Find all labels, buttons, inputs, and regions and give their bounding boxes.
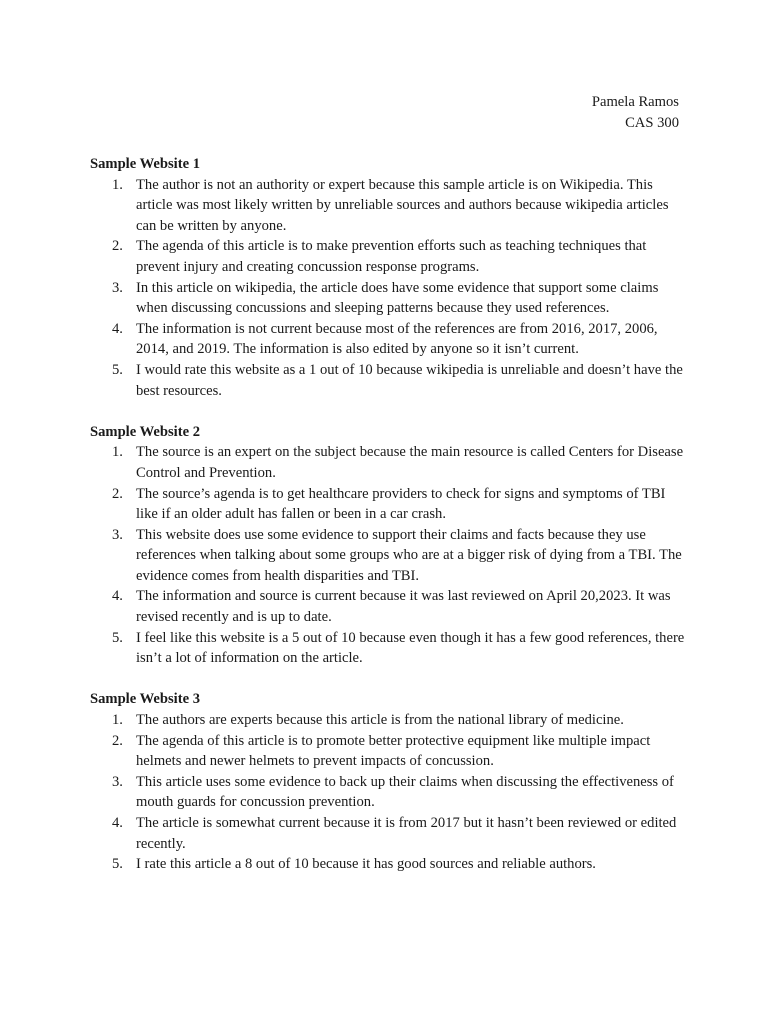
section-sample-website-2 <box>90 422 690 669</box>
list-number: 5. <box>112 629 123 646</box>
numbered-list <box>90 175 690 402</box>
list-item-text: The source’s agenda is to get healthcare providers to check for signs and symptoms of TBI like if an older adult has fallen or been in a car crash. <box>136 485 666 523</box>
list-item <box>90 360 690 401</box>
list-item-text: The agenda of this article is to make prevention efforts such as teaching techniques that prevent injury and creating concussion response programs. <box>136 238 647 275</box>
list-item-text: This article uses some evidence to back up their claims when discussing the effectiveness of mouth guards for concussion prevention. <box>136 773 674 811</box>
list-number: 1. <box>112 444 123 461</box>
section-title: Sample Website 3 <box>90 691 201 708</box>
list-number: 5. <box>112 856 123 873</box>
list-item-text: The article is somewhat current because it is from 2017 but it hasn’t been reviewed or edited recently. <box>136 815 677 852</box>
list-item-text: The information is not current because most of the references are from 2016, 2017, 2006, 2014, and 2019. The information is also edited by anyone so it isn’t current. <box>136 320 658 358</box>
list-number: 2. <box>112 732 123 749</box>
list-item <box>90 813 690 854</box>
list-number: 4. <box>112 815 123 831</box>
numbered-list <box>90 710 690 875</box>
list-number: 3. <box>112 279 123 296</box>
list-item <box>90 175 690 237</box>
list-number: 5. <box>112 361 123 378</box>
course-code: CAS 300 <box>625 114 679 131</box>
list-item <box>90 236 690 277</box>
list-item <box>90 854 690 875</box>
list-number: 4. <box>112 588 123 605</box>
document-header <box>592 92 679 133</box>
list-number: 2. <box>112 238 123 255</box>
list-item <box>90 628 690 669</box>
numbered-list <box>90 442 690 669</box>
list-item-text: The author is not an authority or expert because this sample article is on Wikipedia. This article was most likely written by unreliable sources and authors because wikipedia articles can be written by anyone. <box>136 176 669 234</box>
list-number: 1. <box>112 712 123 729</box>
list-item <box>90 442 690 483</box>
list-item <box>90 731 690 772</box>
list-item-text: The agenda of this article is to promote better protective equipment like multiple impact helmets and newer helmets to prevent impacts of concussion. <box>136 732 651 770</box>
list-item-text: I rate this article a 8 out of 10 because it has good sources and reliable authors. <box>136 856 596 873</box>
list-item <box>90 772 690 813</box>
list-item-text: The source is an expert on the subject because the main resource is called Centers for Disease Control and Prevention. <box>136 444 684 481</box>
list-number: 3. <box>112 773 123 790</box>
document-body <box>90 154 690 895</box>
list-item-text: I feel like this website is a 5 out of 10 because even though it has a few good references, there isn’t a lot of information on the article. <box>136 629 685 667</box>
list-number: 3. <box>112 526 123 543</box>
list-item-text: This website does use some evidence to support their claims and facts because they use references when talking about some groups who are at a bigger risk of dying from a TBI. The evidence comes from health disparities and TBI. <box>136 526 682 584</box>
list-item-text: The authors are experts because this article is from the national library of medicine. <box>136 712 624 729</box>
list-item <box>90 710 690 731</box>
section-title: Sample Website 1 <box>90 156 201 172</box>
section-sample-website-1 <box>90 154 690 401</box>
list-item-text: In this article on wikipedia, the article does have some evidence that support some claims when discussing concussions and sleeping patterns because they used references. <box>136 279 659 317</box>
list-item-text: The information and source is current because it was last reviewed on April 20,2023. It was revised recently and is up to date. <box>136 588 671 626</box>
list-item <box>90 319 690 360</box>
list-item <box>90 525 690 587</box>
list-number: 4. <box>112 320 123 337</box>
list-item <box>90 586 690 627</box>
list-number: 1. <box>112 176 123 193</box>
list-item <box>90 278 690 319</box>
list-item <box>90 484 690 525</box>
author-name: Pamela Ramos <box>591 94 679 110</box>
list-item-text: I would rate this website as a 1 out of 10 because wikipedia is unreliable and doesn’t have the best resources. <box>136 361 683 399</box>
section-sample-website-3 <box>90 689 690 874</box>
section-title: Sample Website 2 <box>90 423 201 440</box>
list-number: 2. <box>112 485 123 502</box>
